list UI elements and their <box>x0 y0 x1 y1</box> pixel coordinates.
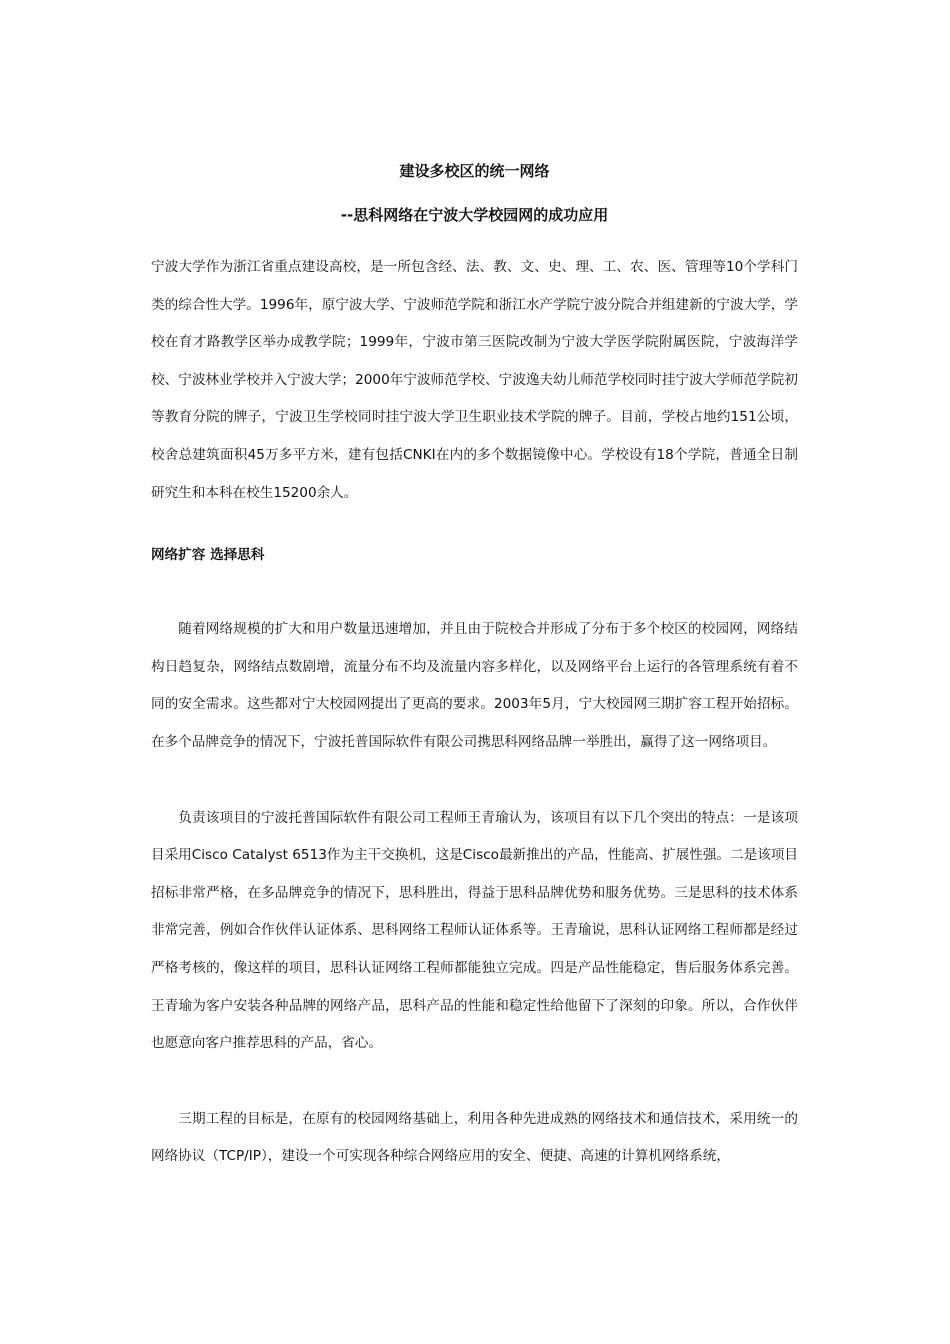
intro-paragraph: 宁波大学作为浙江省重点建设高校，是一所包含经、法、教、文、史、理、工、农、医、管理等10个学科门类的综合性大学。1996年，原宁波大学、宁波师范学院和浙江水产学院宁波分院合并组建新的宁波大学，学校在育才路教学区举办成教学院；1999年，宁波市第三医院改制为宁波大学医学院附属医院，宁波海洋学校、宁波林业学校并入宁波大学；2000年宁波师范学校、宁波逸夫幼儿师范学校同时挂宁波大学师范学院初等教育分院的牌子，宁波卫生学校同时挂宁波大学卫生职业技术学院的牌子。目前，学校占地约151公顷，校舍总建筑面积45万多平方米，建有包括CNKI在内的多个数据镜像中心。学校设有18个学院，普通全日制研究生和本科在校生15200余人。 <box>151 259 798 501</box>
body-paragraph: 三期工程的目标是，在原有的校园网络基础上，利用各种先进成熟的网络技术和通信技术，采用统一的网络协议（TCP/IP），建设一个可实现各种综合网络应用的安全、便捷、高速的计算机网络系统， <box>151 1110 798 1165</box>
document-title: 建设多校区的统一网络 <box>399 162 550 180</box>
section-heading: 网络扩容 选择思科 <box>151 547 265 564</box>
body-paragraph: 负责该项目的宁波托普国际软件有限公司工程师王青瑜认为，该项目有以下几个突出的特点：一是该项目采用Cisco Catalyst 6513作为主干交换机，这是Cisco最新推出的产品，性能高、扩展性强。二是该项目招标非常严格，在多品牌竞争的情况下，思科胜出，得益于思科品牌优势和服务优势。三是思科的技术体系非常完善，例如合作伙伴认证体系、思科网络工程师认证体系等。王青瑜说，思科认证网络工程师都是经过严格考核的，像这样的项目，思科认证网络工程师都能独立完成。四是产品性能稳定，售后服务体系完善。王青瑜为客户安装各种品牌的网络产品，思科产品的性能和稳定性给他留下了深刻的印象。所以，合作伙伴也愿意向客户推荐思科的产品，省心。 <box>151 809 799 1052</box>
document-subtitle: --思科网络在宁波大学校园网的成功应用 <box>340 206 609 224</box>
document-page <box>151 150 798 1176</box>
body-paragraph: 随着网络规模的扩大和用户数量迅速增加，并且由于院校合并形成了分布于多个校区的校园网，网络结构日趋复杂，网络结点数剧增，流量分布不均及流量内容多样化，以及网络平台上运行的各管理系统有着不同的安全需求。这些都对宁大校园网提出了更高的要求。2003年5月，宁大校园网三期扩容工程开始招标。在多个品牌竞争的情况下，宁波托普国际软件有限公司携思科网络品牌一举胜出，赢得了这一网络项目。 <box>151 621 798 750</box>
